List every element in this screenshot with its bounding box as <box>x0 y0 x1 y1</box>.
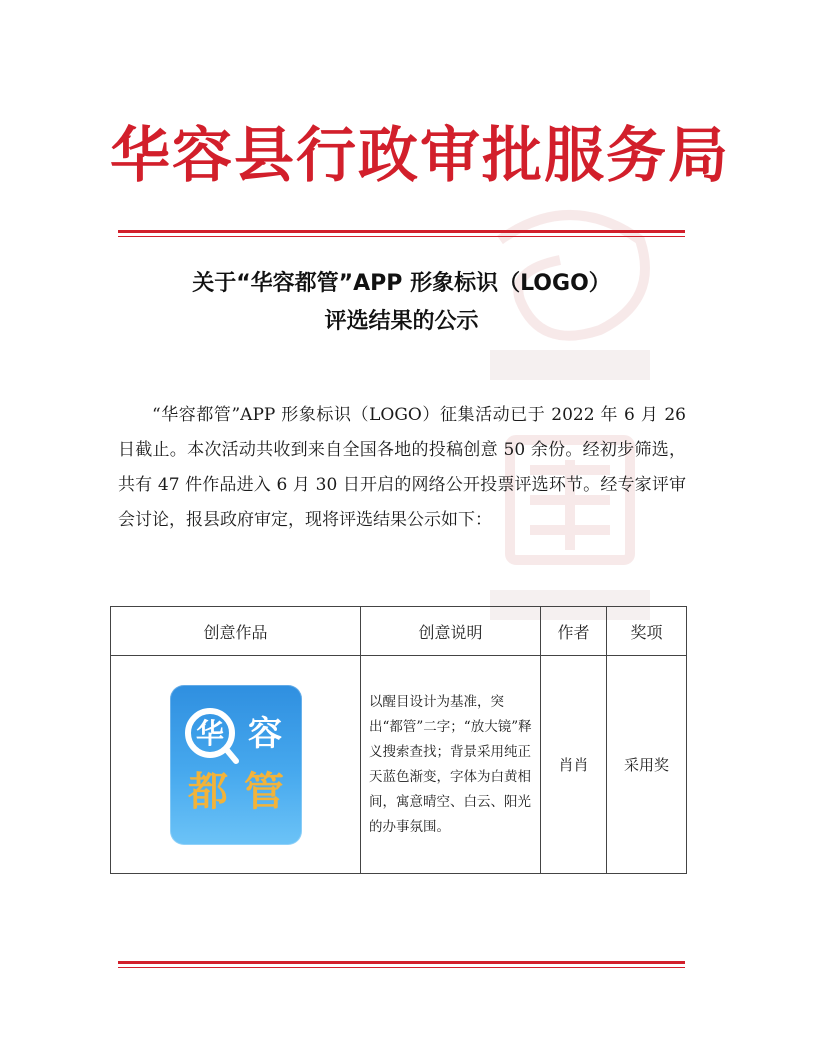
header-award: 奖项 <box>607 607 687 656</box>
header-description: 创意说明 <box>361 607 541 656</box>
announcement-paragraph: “华容都管”APP 形象标识（LOGO）征集活动已于 2022 年 6 月 26 日截止。本次活动共收到来自全国各地的投稿创意 50 余份。经初步筛选，共有 47 件作品进入 6 月 30 日开启的网络公开投票评选环节。经专家评审会讨论，报县政府审定，现将评选结果公示如下： <box>118 405 686 530</box>
description-cell: 以醒目设计为基准，突出“都管”二字；“放大镜”释义搜索查找；背景采用纯正天蓝色渐变，字体为白黄相间，寓意晴空、白云、阳光的办事氛围。 <box>361 656 541 874</box>
document-title-line2: 评选结果的公示 <box>324 309 479 334</box>
header-work: 创意作品 <box>111 607 361 656</box>
header-author: 作者 <box>541 607 607 656</box>
letterhead-rule-thick <box>118 230 685 233</box>
announcement-body <box>118 398 686 538</box>
award-cell: 采用奖 <box>607 656 687 874</box>
logo-char-guan: 管 <box>243 768 284 815</box>
agency-letterhead: 华容县行政审批服务局 <box>110 121 730 191</box>
footer-rule-thick <box>118 961 685 964</box>
logo-char-rong: 容 <box>247 713 282 754</box>
work-cell <box>111 656 361 874</box>
table-row <box>111 656 687 874</box>
logo-char-du: 都 <box>187 768 228 815</box>
footer-rule-thin <box>118 967 685 968</box>
app-logo-image <box>170 685 302 845</box>
table-header-row <box>111 607 687 656</box>
results-table <box>110 606 687 874</box>
document-title-line1: 关于“华容都管”APP 形象标识（LOGO） <box>192 271 611 296</box>
logo-char-hua: 华 <box>195 716 224 750</box>
author-cell: 肖肖 <box>541 656 607 874</box>
letterhead-rule-thin <box>118 236 685 237</box>
